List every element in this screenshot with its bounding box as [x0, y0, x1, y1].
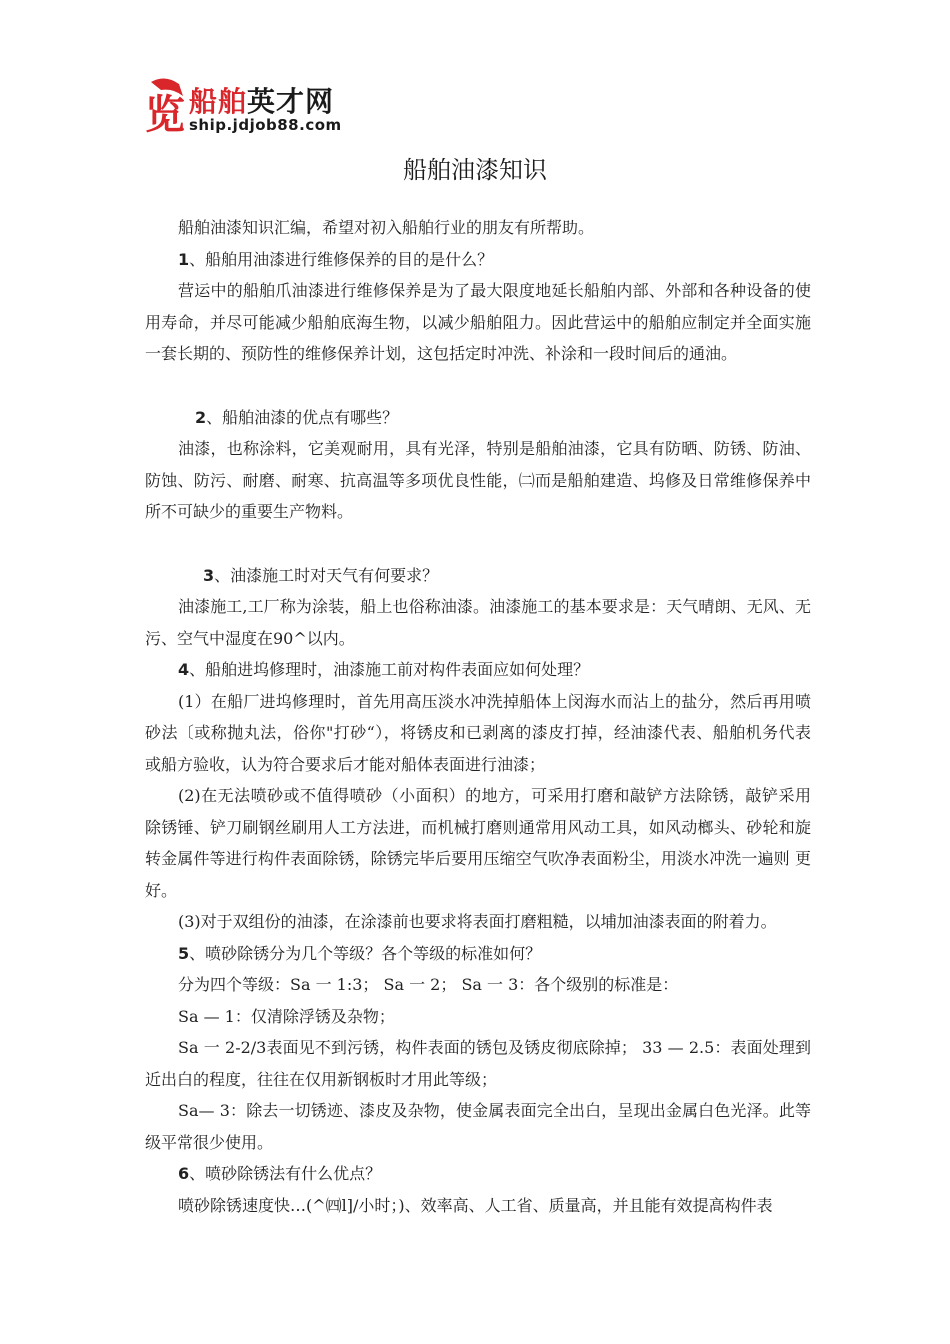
answer-2: 油漆，也称涂料，它美观耐用，具有光泽，特别是船舶油漆，它具有防晒、防锈、防油、防蚀、防污、耐磨、耐寒、抗高温等多项优良性能，㈡而是船舶建造、坞修及日常维修保养中所不可缺少的重要生产物料。 — [145, 439, 811, 521]
answer-1: 营运中的船舶爪油漆进行维修保养是为了最大限度地延长船舶内部、外部和各种设备的使用寿命，并尽可能减少船舶底海生物，以减少船舶阻力。因此营运中的船舶应制定并全面实施一套长期的、预防性的维修保养计划，这包括定时冲洗、补涂和一段时间后的通油。 — [145, 281, 811, 363]
answer-5-line-4: Sa— 3：除去一切锈迹、漆皮及杂物，使金属表面完全出白，呈现出金属白色光泽。此等 级平常很少使用。 — [145, 1101, 811, 1152]
answer-4-item-3: (3)对于双组份的油漆，在涂漆前也要求将表面打磨粗糙，以埔加油漆表面的附着力。 — [178, 912, 777, 931]
answer-3: 油漆施工,工厂称为涂装，船上也俗称油漆。油漆施工的基本要求是：天气晴朗、无风、无 污、空气中湿度在90^以内。 — [145, 597, 811, 648]
answer-4-item-1: (1）在船厂进坞修理时，首先用高压淡水冲洗掉船体上闵海水而沾上的盐分，然后再用喷 砂法〔或称抛丸法，俗你"打砂“），将锈皮和已剥离的漆皮打掉，经油漆代表、船舶机务代表 或船方验收，认为符合要求后才能对船体表面进行油漆； — [145, 691, 811, 774]
question-1-heading: 1、船舶用油漆进行维修保养的目的是什么？ — [178, 249, 494, 269]
answer-5-line-2: Sa — 1：仅清除浮锈及杂物； — [178, 1006, 395, 1026]
question-5-heading: 5、喷砂除锈分为几个等级？各个等级的标准如何？ — [178, 943, 542, 963]
answer-4-item-2: (2)在无法喷砂或不值得喷砂（小面积）的地方，可采用打磨和敲铲方法除锈，敲铲采用 除锈锤、铲刀刷钢丝刷用人工方法进，而机械打磨则通常用风动工具，如风动榔头、砂轮和旋 转金属件等进行构件表面除锈，除锈完毕后要用压缩空气吹净表面粉尘，用淡水冲洗一遍则 更好。 — [145, 786, 811, 900]
logo-url: ship.jdjob88.com — [189, 116, 342, 134]
question-2-heading: 2、船舶油漆的优点有哪些？ — [195, 407, 399, 427]
question-6-heading: 6、喷砂除锈法有什么优点？ — [178, 1164, 382, 1183]
page-title: 船舶油漆知识 — [403, 156, 547, 184]
logo-mark-icon — [143, 74, 187, 134]
logo-brand-name: 船舶英才网 — [189, 85, 335, 118]
svg-text:览: 览 — [145, 92, 185, 134]
site-logo[interactable] — [143, 74, 383, 136]
answer-5-line-1: 分为四个等级：Sa 一 1:3； Sa 一 2； Sa 一 3：各个级别的标准是： — [178, 975, 679, 994]
answer-5-line-3: Sa 一 2-2/3表面见不到污锈，构件表面的锈包及锈皮彻底除掉； 33 — 2.5：表面处理到近出白的程度，往往在仅用新钢板时才用此等级； — [145, 1038, 811, 1089]
question-3-heading: 3、油漆施工时对天气有何要求？ — [203, 565, 439, 585]
question-4-heading: 4、船舶进坞修理时，油漆施工前对构件表面应如何处理？ — [178, 660, 590, 679]
intro-paragraph: 船舶油漆知识汇编，希望对初入船舶行业的朋友有所帮助。 — [178, 218, 595, 237]
answer-6: 喷砂除锈速度快…(^㈣l]/小时；)、效率高、人工省、质量高，并且能有效提高构件表 — [178, 1195, 773, 1215]
document-body — [145, 212, 811, 1221]
